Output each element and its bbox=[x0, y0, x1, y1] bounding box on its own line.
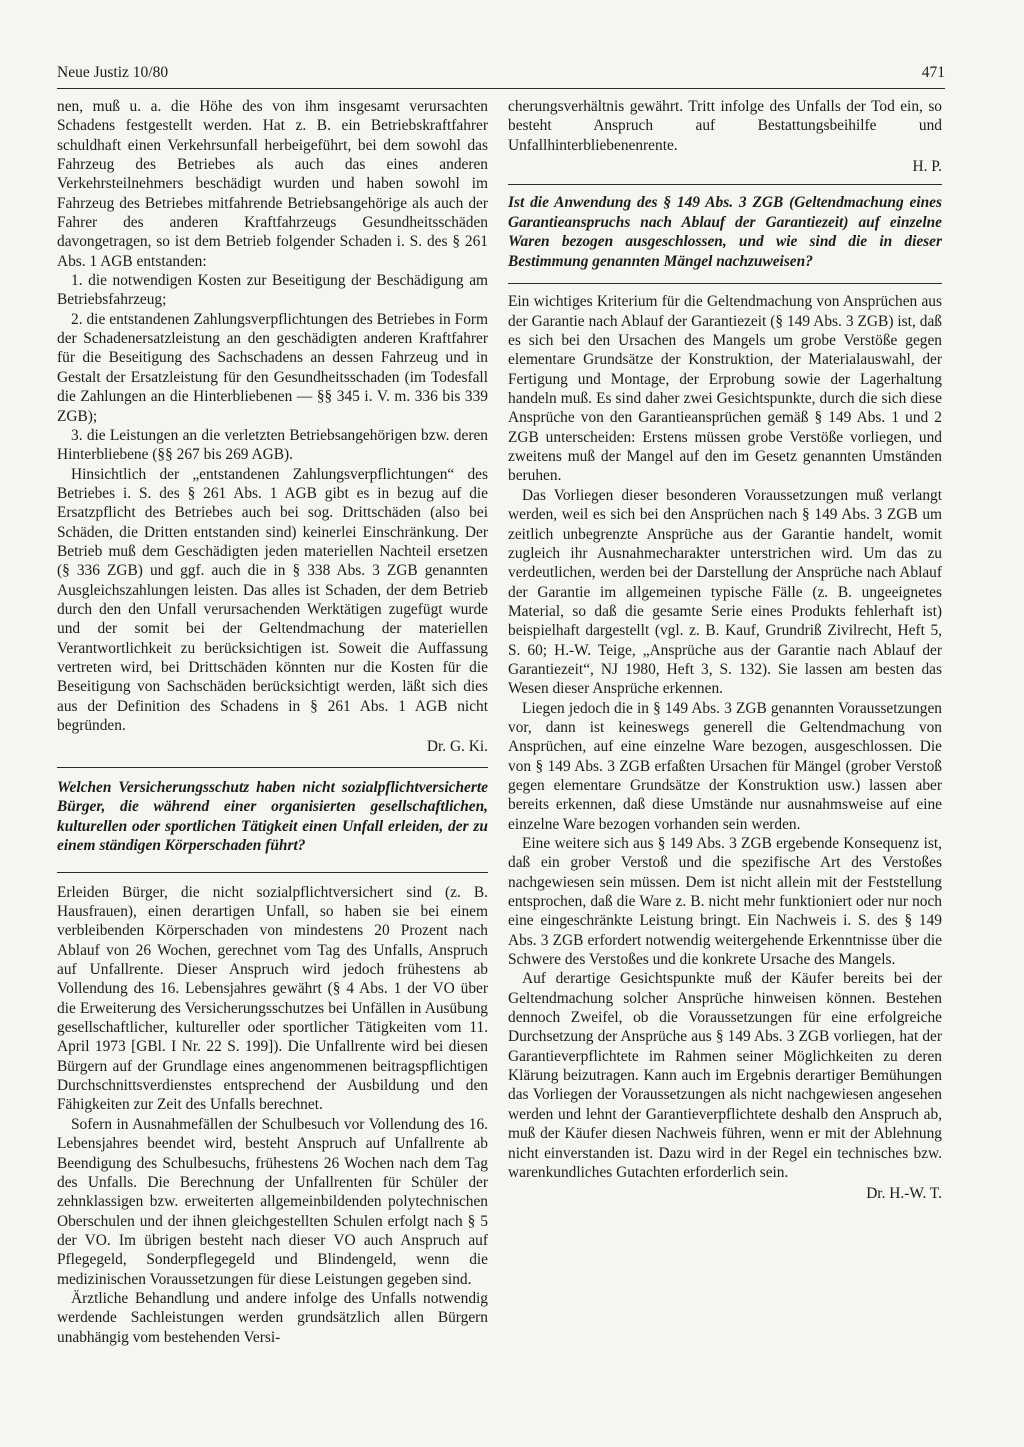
section-divider bbox=[57, 872, 488, 873]
list-item: 1. die notwendigen Kosten zur Beseitigung der Beschädigung am Betriebsfahrzeug; bbox=[57, 272, 488, 309]
right-column bbox=[508, 97, 942, 1204]
section-divider bbox=[508, 184, 942, 185]
paragraph: Das Vorliegen dieser besonderen Voraussetzungen muß verlangt werden, weil es sich bei den Ansprüchen nach § 149 Abs. 3 ZGB um zeitlich unbegrenzte Ansprüche aus der Garantie handelt, womit zugleich ihr Ausnahmecharakter unterstrichen wird. Um das zu verdeutlichen, werden bei der Darstellung der Ansprüche nach Ablauf der Garantie im allgemeinen typische Fälle (z. B. ungeeignetes Material, so daß die gesamte Serie eines Produkts fehlerhaft ist) beispielhaft dargestellt (vgl. z. B. Kauf, Grundriß Zivilrecht, Heft 5, S. 60; H.-W. Teige, „Ansprüche aus der Garantie nach Ablauf der Garantiezeit“, NJ 1980, Heft 3, S. 132). Sie lassen am besten das Wesen dieser Ansprüche erkennen. bbox=[508, 486, 942, 698]
question-heading: Ist die Anwendung des § 149 Abs. 3 ZGB (Geltendmachung eines Garantieanspruchs nach Ablauf der Garantiezeit) auf einzelne Waren bezogen ausgeschlossen, und wie sind die in dieser Bestimmung genannten Mängel nachzuweisen? bbox=[508, 194, 942, 270]
paragraph: Hinsichtlich der „entstandenen Zahlungsverpflichtungen“ des Betriebes i. S. des § 261 Abs. 1 AGB gibt es in bezug auf die Ersatzpflicht des Betriebes auch bei sog. Drittschäden (also bei Schäden, die Dritten entstanden sind) keinerlei Einschränkung. Der Betrieb muß dem Geschädigten jeden materiellen Nachteil ersetzen (§ 336 ZGB) und ggf. auch die in § 338 Abs. 3 ZGB genannten Ausgleichszahlungen leisten. Das alles ist Schaden, der dem Betrieb durch den den Unfall verursachenden Werktätigen zugefügt wurde und der somit bei der Geltendmachung der materiellen Verantwortlichkeit zu berücksichtigen ist. Soweit die Auffassung vertreten wird, bei Drittschäden könnten nur die Kosten für die Beseitigung von Sachschäden berücksichtigt werden, läßt sich dies aus der Definition des Schadens in § 261 Abs. 1 AGB nicht begründen. bbox=[57, 465, 488, 734]
paragraph: Ein wichtiges Kriterium für die Geltendmachung von Ansprüchen aus der Garantie nach Ablauf der Garantiezeit (§ 149 Abs. 3 ZGB) ist, daß es sich bei den Ursachen des Mangels um grobe Verstöße gegen elementare Grundsätze der Konstruktion, der Materialauswahl, der Fertigung und Montage, der Erprobung sowie der Lagerhaltung handeln muß. Es sind daher zwei Gesichtspunkte, durch die sich diese Ansprüche von den Garantieansprüchen gemäß § 149 Abs. 1 und 2 ZGB unterscheiden: Erstens müssen grobe Verstöße vorliegen, und zweitens muß der Mangel auf den im Gesetz genannten Umständen beruhen. bbox=[508, 293, 942, 485]
paragraph: Auf derartige Gesichtspunkte muß der Käufer bereits bei der Geltendmachung solcher Ansprüche hinweisen können. Bestehen dennoch Zweifel, ob die Voraussetzungen für eine erfolgreiche Durchsetzung der Ansprüche aus § 149 Abs. 3 ZGB vorliegen, hat der Garantieverpflichtete im Rahmen seiner Möglichkeiten zu deren Klärung beizutragen. Kann auch im Ergebnis derartiger Bemühungen das Vorliegen der Voraussetzungen als nicht nachgewiesen angesehen werden und lehnt der Garantieverpflichtete deshalb den Anspruch ab, muß der Käufer diesen Nachweis führen, wenn er mit der Ablehnung nicht einverstanden ist. Dazu wird in der Regel ein technisches bzw. warenkundliches Gutachten erforderlich sein. bbox=[508, 970, 942, 1181]
question-heading: Welchen Versicherungsschutz haben nicht sozialpflichtversicherte Bürger, die während einer organisierten gesellschaftlichen, kulturellen oder sportlichen Tätigkeit einen Unfall erleiden, der zu einem ständigen Körperschaden führt? bbox=[57, 778, 488, 855]
paragraph: Liegen jedoch die in § 149 Abs. 3 ZGB genannten Voraussetzungen vor, dann ist keineswegs generell die Geltendmachung von Ansprüchen, auf eine einzelne Ware bezogen, ausgeschlossen. Die von § 149 Abs. 3 ZGB erfaßten Ursachen für Mängel (grober Verstoß gegen elementare Grundsätze der Konstruktion usw.) lassen aber bereits erkennen, daß diese Umstände nur ausnahmsweise auf eine einzelne Ware bezogen vorhanden sein werden. bbox=[508, 699, 942, 833]
section-divider bbox=[508, 283, 942, 284]
author-signature: H. P. bbox=[912, 158, 942, 176]
list-item: 3. die Leistungen an die verletzten Betriebsangehörigen bzw. deren Hinterbliebene (§§ 267 bis 269 AGB). bbox=[57, 426, 488, 464]
section-divider bbox=[57, 767, 488, 768]
author-signature: Dr. H.-W. T. bbox=[866, 1185, 942, 1203]
list-item: 2. die entstandenen Zahlungsverpflichtungen des Betriebes in Form der Schadenersatzleistung an den geschädigten anderen Kraftfahrer für die Beseitigung des Sachschadens an dessen Fahrzeug und in Gestalt der Ersatzleistung für den Gesundheitsschaden (im Todesfall die Zahlungen an die Hinterbliebenen — §§ 345 i. V. m. 336 bis 339 ZGB); bbox=[57, 310, 488, 425]
header-rule bbox=[57, 88, 945, 89]
page-number: 471 bbox=[921, 64, 945, 81]
paragraph: cherungsverhältnis gewährt. Tritt infolge des Unfalls der Tod ein, so besteht Anspruch auf Bestattungsbeihilfe und Unfallhinterbliebenenrente. bbox=[508, 98, 942, 154]
paragraph: nen, muß u. a. die Höhe des von ihm insgesamt verursachten Schadens festgestellt werden. Hat z. B. ein Betriebskraftfahrer schuldhaft einen Verkehrsunfall herbeigeführt, bei dem sowohl das Fahrzeug des Betriebes als auch das eines anderen Verkehrsteilnehmers beschädigt wurden und haben sowohl im Fahrzeug des Betriebes mitfahrende Betriebsangehörige als auch der Fahrer des anderen Kraftfahrzeugs Gesundheitsschäden davongetragen, so ist dem Betrieb folgender Schaden i. S. des § 261 Abs. 1 AGB entstanden: bbox=[57, 98, 488, 270]
journal-title: Neue Justiz 10/80 bbox=[57, 64, 169, 81]
paragraph: Erleiden Bürger, die nicht sozialpflichtversichert sind (z. B. Hausfrauen), einen derartigen Unfall, so haben sie bei einem verbleibenden Körperschaden von mindestens 20 Prozent nach Ablauf von 26 Wochen, gerechnet vom Tag des Unfalls, Anspruch auf Unfallrente. Dieser Anspruch wird jedoch frühestens ab Vollendung des 16. Lebensjahres gewährt (§ 4 Abs. 1 der VO über die Erweiterung des Versicherungsschutzes bei Unfällen in Ausübung gesellschaftlicher, kultureller oder sportlicher Tätigkeiten vom 11. April 1973 [GBl. I Nr. 22 S. 199]). Die Unfallrente wird bei diesen Bürgern auf der Grundlage eines angenommenen beitragspflichtigen Durchschnittsverdienstes entsprechend der Ausbildung und den Fähigkeiten zur Zeit des Unfalls berechnet. bbox=[57, 883, 488, 1114]
author-signature: Dr. G. Ki. bbox=[426, 738, 488, 756]
paragraph: Ärztliche Behandlung und andere infolge des Unfalls notwendig werdende Sachleistungen werden grundsätzlich allen Bürgern unabhängig vom bestehenden Versi- bbox=[57, 1289, 488, 1346]
page-header bbox=[57, 64, 945, 86]
paragraph: Eine weitere sich aus § 149 Abs. 3 ZGB ergebende Konsequenz ist, daß ein grober Verstoß und die spezifische Art des Verstoßes nachgewiesen sein müssen. Dem ist nicht allein mit der Feststellung entsprochen, daß die Ware z. B. nicht mehr funktioniert oder nur noch eine eingeschränkte Leistung bringt. Ein Nachweis i. S. des § 149 Abs. 3 ZGB erfordert notwendig weitergehende Erkenntnisse über die Schwere des Verstoßes und die konkrete Ursache des Mangels. bbox=[508, 835, 942, 969]
left-column bbox=[57, 97, 488, 1347]
paragraph: Sofern in Ausnahmefällen der Schulbesuch vor Vollendung des 16. Lebensjahres beendet wird, besteht Anspruch auf Unfallrente ab Beendigung des Schulbesuchs, frühestens 26 Wochen nach dem Tag des Unfalls. Die Berechnung der Unfallrenten für Schüler der zehnklassigen bzw. erweiterten allgemeinbildenden polytechnischen Oberschulen und der ihnen gleichgestellten Schulen erfolgt nach § 5 der VO. Im übrigen besteht nach dieser VO auch Anspruch auf Pflegegeld, Sonderpflegegeld und Blindengeld, wenn die medizinischen Voraussetzungen für diese Leistungen gegeben sind. bbox=[57, 1115, 488, 1288]
